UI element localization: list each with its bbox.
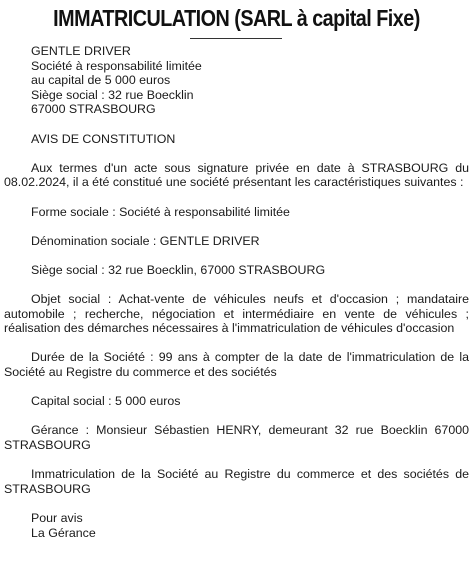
gerance-paragraph: Gérance : Monsieur Sébastien HENRY, demeurant 32 rue Boecklin 67000 STRASBOURG (4, 423, 469, 453)
company-city: 67000 STRASBOURG (31, 102, 156, 117)
notice-title: IMMATRICULATION (SARL à capital Fixe) (53, 5, 420, 31)
siege-paragraph: Siège social : 32 rue Boecklin, 67000 STRASBOURG (31, 262, 326, 277)
company-header-block (31, 44, 469, 117)
denomination-paragraph: Dénomination sociale : GENTLE DRIVER (31, 233, 260, 248)
closing-pour-avis: Pour avis (31, 511, 83, 525)
immatriculation-paragraph: Immatriculation de la Société au Registre du commerce et des sociétés de STRASBOURG (4, 467, 469, 496)
company-form: Société à responsabilité limitée (31, 58, 202, 73)
forme-sociale-paragraph: Forme sociale : Société à responsabilité limitée (31, 204, 290, 219)
company-name: GENTLE DRIVER (31, 44, 131, 58)
objet-social-paragraph: Objet social : Achat-vente de véhicules neufs et d'occasion ; mandataire automobile ; recherche, négociation et intermédiaire en vente de véhicules ; réalisation des démarches nécessaires à l'immatriculation de véhicules d'occasion (4, 292, 469, 336)
closing-signatory: La Gérance (31, 525, 96, 540)
notice-heading: AVIS DE CONSTITUTION (31, 131, 176, 146)
capital-paragraph: Capital social : 5 000 euros (31, 394, 181, 409)
title-underline (190, 38, 282, 39)
company-address: Siège social : 32 rue Boecklin (31, 87, 194, 102)
notice-body (4, 44, 469, 540)
closing-block (31, 511, 469, 540)
company-capital: au capital de 5 000 euros (31, 73, 171, 88)
intro-paragraph: Aux termes d'un acte sous signature privée en date à STRASBOURG du 08.02.2024, il a été constitué une société présentant les caractéristiques suivantes : (4, 160, 469, 190)
duree-paragraph: Durée de la Société : 99 ans à compter de la date de l'immatriculation de la Société au Registre du commerce et des sociétés (4, 350, 469, 380)
